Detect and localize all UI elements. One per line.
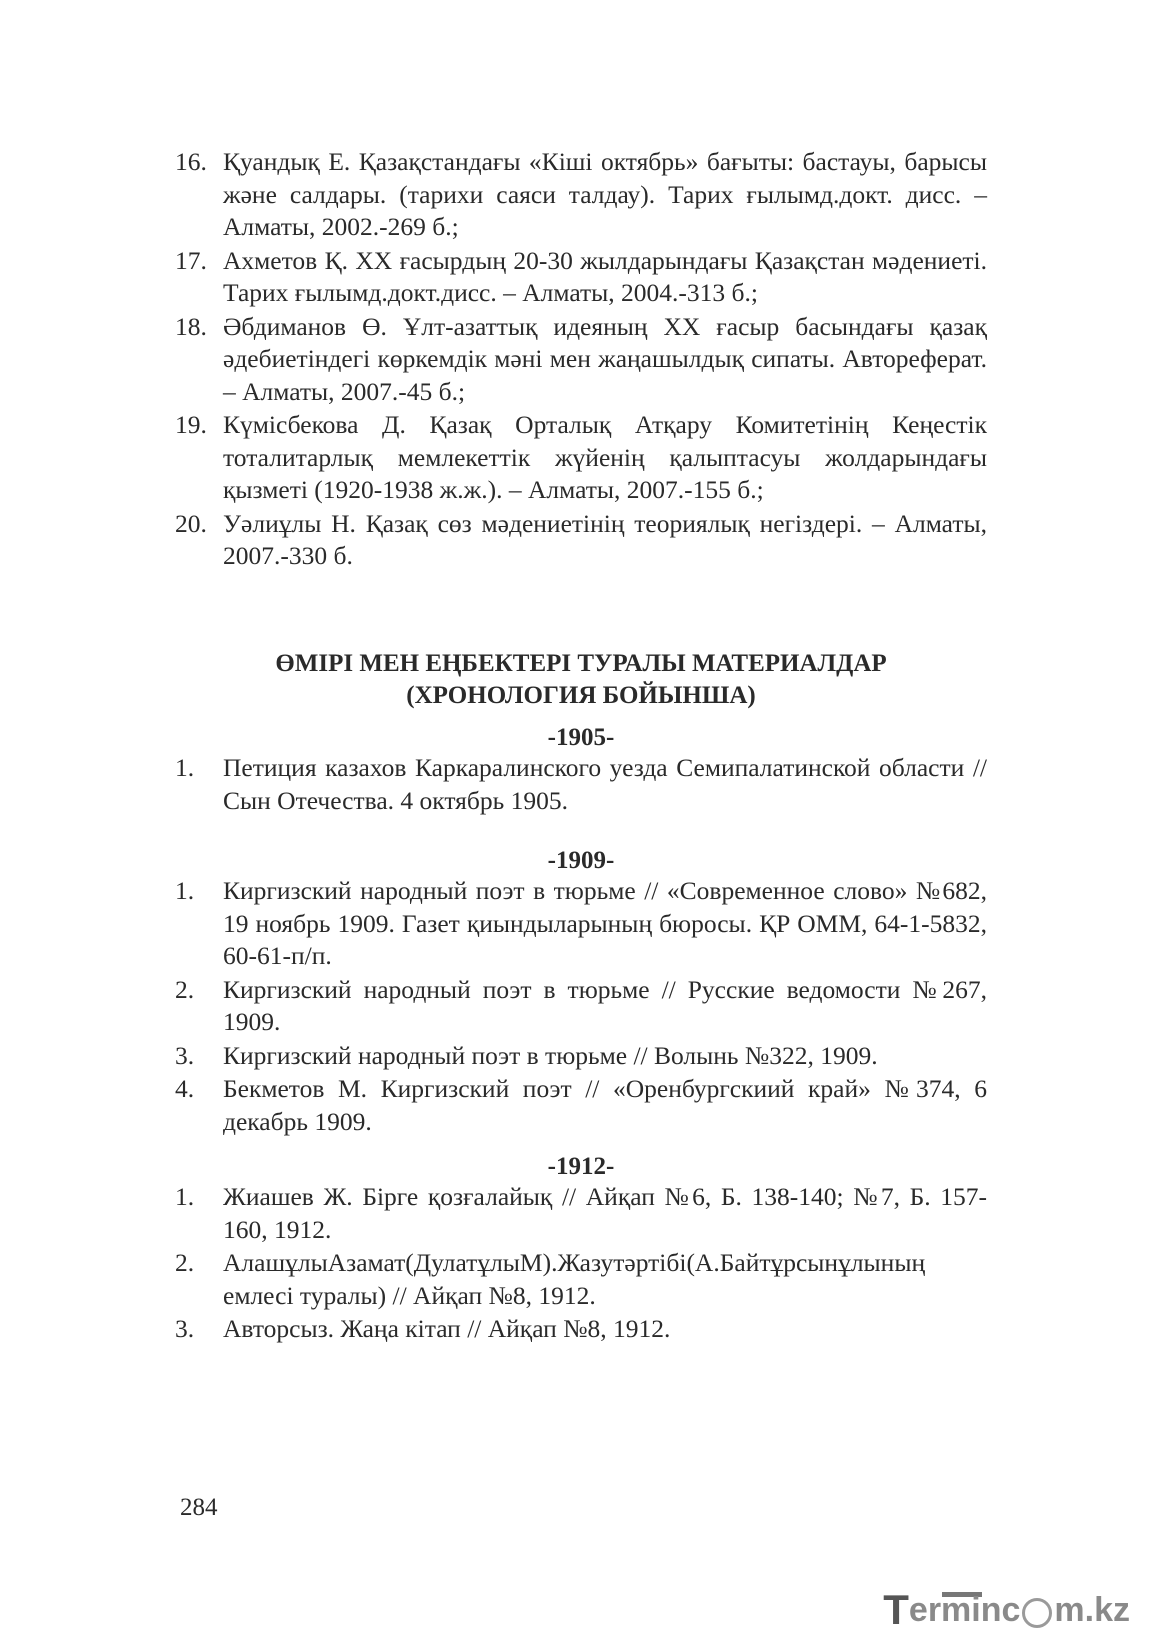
item-text: Күмісбекова Д. Қазақ Орталық Атқару Комитетінің Кеңестік тоталитарлық мемлекеттік жүйенің қалыптасуы жолдарындағы қызметі (1920-1938 ж.ж.). – Алматы, 2007.-155 б.; xyxy=(223,410,987,504)
item-number: 19. xyxy=(175,410,207,439)
section-1912 xyxy=(175,1181,987,1347)
list-item xyxy=(175,974,987,1039)
section-1909 xyxy=(175,875,987,1139)
list-item xyxy=(175,1313,987,1346)
item-number: 4. xyxy=(175,1074,195,1103)
magnifier-icon xyxy=(1022,1598,1052,1628)
watermark-logo xyxy=(883,1586,1130,1634)
item-text: Уәлиұлы Н. Қазақ сөз мәдениетінің теориялық негіздері. – Алматы, 2007.-330 б. xyxy=(223,508,987,570)
list-item xyxy=(175,875,987,973)
item-text: Бекметов М. Киргизский поэт // «Оренбургскиий край» №374, 6 декабрь 1909. xyxy=(223,1074,987,1136)
list-item xyxy=(175,1181,987,1246)
item-text: Киргизский народный поэт в тюрьме // Русские ведомости №267, 1909. xyxy=(223,974,987,1036)
watermark-text-2: m.kz xyxy=(1054,1590,1130,1629)
list-item xyxy=(175,1247,987,1312)
reference-list xyxy=(175,1181,987,1346)
item-number: 2. xyxy=(175,1248,195,1277)
list-item xyxy=(175,1073,987,1138)
heading-line-1: ӨМІРІ МЕН ЕҢБЕКТЕРІ ТУРАЛЫ МАТЕРИАЛДАР xyxy=(275,650,887,677)
list-item xyxy=(175,508,987,573)
item-text: АлашұлыАзамат(ДулатұлыМ).Жазутәртібі(А.Байтұрсынұлының емлесі туралы) // Айқап №8, 1912. xyxy=(223,1248,926,1310)
section-1905 xyxy=(175,752,987,818)
item-number: 2. xyxy=(175,974,195,1004)
list-item xyxy=(175,1040,987,1073)
item-number: 1. xyxy=(175,1182,195,1211)
item-number: 1. xyxy=(175,753,195,782)
reference-list xyxy=(175,752,987,817)
year-heading-1909: -1909- xyxy=(547,847,615,874)
list-item xyxy=(175,409,987,507)
item-number: 1. xyxy=(175,876,195,905)
item-text: Киргизский народный поэт в тюрьме // «Современное слово» №682, 19 ноябрь 1909. Газет қиындыларының бюросы. ҚР ОММ, 64-1-5832, 60-61-п/п. xyxy=(223,876,987,970)
item-number: 20. xyxy=(175,508,207,538)
item-text: Авторсыз. Жаңа кітап // Айқап №8, 1912. xyxy=(223,1314,671,1343)
item-text: Қуандық Е. Қазақстандағы «Кіші октябрь» бағыты: бастауы, барысы және салдары. (тарихи саяси талдау). Тарих ғылымд.докт. дисс. – Алматы, 2002.-269 б.; xyxy=(223,147,987,241)
item-text: Әбдиманов Ө. Ұлт-азаттық идеяның XX ғасыр басындағы қазақ әдебиетіндегі көркемдік мәні мен жаңашылдық сипаты. Автореферат. – Алматы, 2007.-45 б.; xyxy=(223,311,987,406)
item-text: Петиция казахов Каркаралинского уезда Семипалатинской области // Сын Отечества. 4 октябрь 1905. xyxy=(223,753,987,815)
item-number: 17. xyxy=(175,245,207,275)
reference-list xyxy=(175,875,987,1138)
section-heading xyxy=(175,648,987,712)
item-text: Жиашев Ж. Бірге қозғалайық // Айқап №6, Б. 138-140; №7, Б. 157-160, 1912. xyxy=(223,1182,987,1244)
watermark-letter-t: T xyxy=(883,1586,909,1633)
year-heading-1912: -1912- xyxy=(547,1153,615,1180)
list-item xyxy=(175,752,987,817)
item-number: 3. xyxy=(175,1314,195,1343)
page-number: 284 xyxy=(180,1494,218,1521)
item-number: 18. xyxy=(175,311,207,341)
watermark-text-1: erminc xyxy=(908,1590,1021,1629)
year-heading-1905: -1905- xyxy=(547,724,615,751)
item-number: 16. xyxy=(175,147,207,176)
list-item xyxy=(175,146,987,244)
bibliography-top xyxy=(175,146,987,574)
list-item xyxy=(175,245,987,310)
list-item xyxy=(175,311,987,409)
item-number: 3. xyxy=(175,1040,195,1070)
item-text: Киргизский народный поэт в тюрьме // Волынь №322, 1909. xyxy=(223,1040,878,1070)
item-text: Ахметов Қ. XX ғасырдың 20-30 жылдарындағы Қазақстан мәдениеті. Тарих ғылымд.докт.дисс. – Алматы, 2004.-313 б.; xyxy=(223,245,987,307)
heading-line-2: (ХРОНОЛОГИЯ БОЙЫНША) xyxy=(406,682,756,709)
reference-list xyxy=(175,146,987,573)
